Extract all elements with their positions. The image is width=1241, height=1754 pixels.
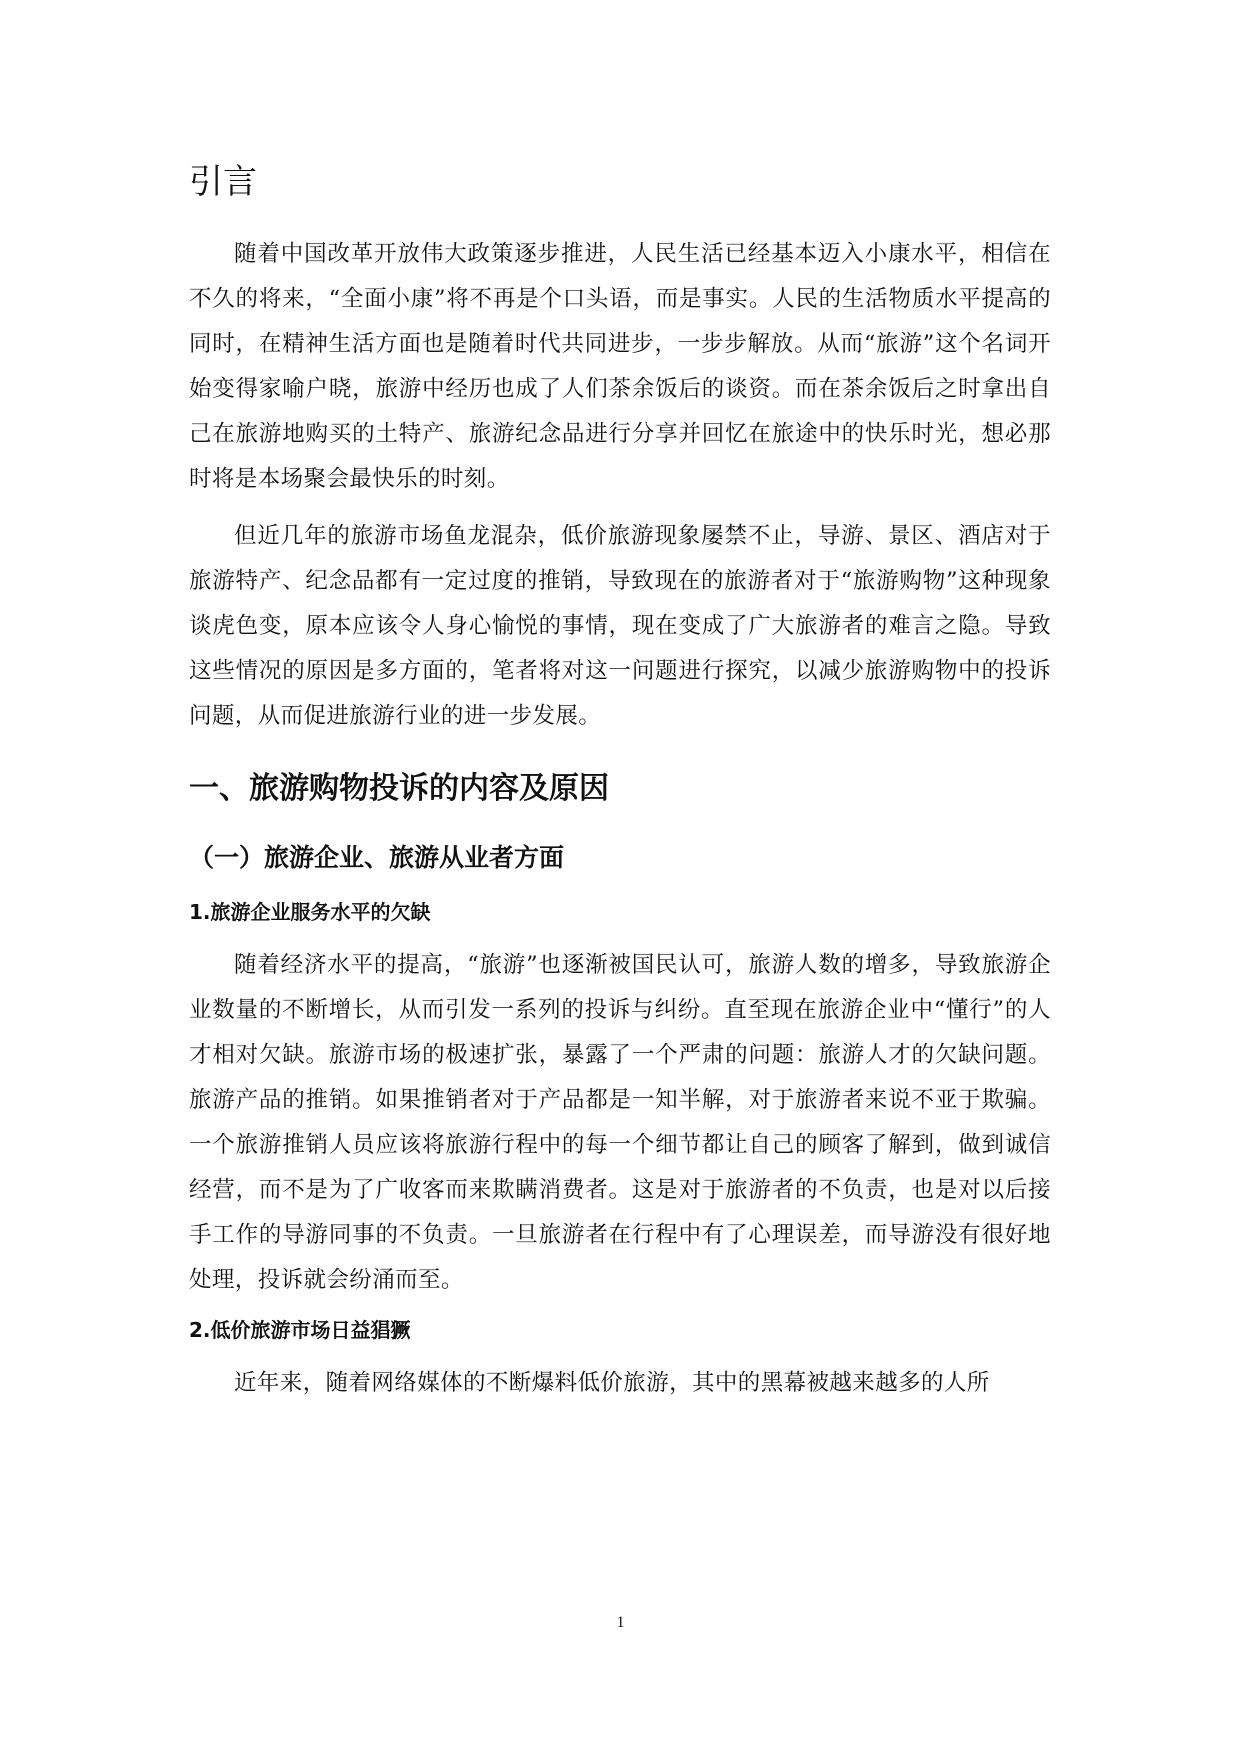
intro-paragraph-2: 但近几年的旅游市场鱼龙混杂，低价旅游现象屡禁不止，导游、景区、酒店对于旅游特产、纪念品都有一定过度的推销，导致现在的旅游者对于“旅游购物”这种现象谈虎色变，原本应该令人身心愉悦的事情，现在变成了广大旅游者的难言之隐。导致这些情况的原因是多方面的，笔者将对这一问题进行探究，以减少旅游购物中的投诉问题，从而促进旅游行业的进一步发展。 xyxy=(189,523,1051,730)
intro-title: 引言 xyxy=(189,162,257,202)
item1-heading: 1.旅游企业服务水平的欠缺 xyxy=(189,900,431,925)
item1-paragraph: 随着经济水平的提高，“旅游”也逐渐被国民认可，旅游人数的增多，导致旅游企业数量的不断增长，从而引发一系列的投诉与纠纷。直至现在旅游企业中“懂行”的人才相对欠缺。旅游市场的极速扩张，暴露了一个严肃的问题：旅游人才的欠缺问题。旅游产品的推销。如果推销者对于产品都是一知半解，对于旅游者来说不亚于欺骗。一个旅游推销人员应该将旅游行程中的每一个细节都让自己的顾客了解到，做到诚信经营，而不是为了广收客而来欺瞒消费者。这是对于旅游者的不负责，也是对以后接手工作的导游同事的不负责。一旦旅游者在行程中有了心理误差，而导游没有很好地处理，投诉就会纷涌而至。 xyxy=(189,952,1051,1294)
page-number: 1 xyxy=(616,1614,625,1631)
item2-heading: 2.低价旅游市场日益猖獗 xyxy=(189,1318,411,1343)
subsection-heading: （一）旅游企业、旅游从业者方面 xyxy=(189,843,565,873)
item2-paragraph: 近年来，随着网络媒体的不断爆料低价旅游，其中的黑幕被越来越多的人所 xyxy=(234,1370,990,1397)
section-heading: 一、旅游购物投诉的内容及原因 xyxy=(189,771,609,807)
intro-paragraph-1: 随着中国改革开放伟大政策逐步推进，人民生活已经基本迈入小康水平，相信在不久的将来，“全面小康”将不再是个口头语，而是事实。人民的生活物质水平提高的同时，在精神生活方面也是随着时代共同进步，一步步解放。从而“旅游”这个名词开始变得家喻户晓，旅游中经历也成了人们茶余饭后的谈资。而在茶余饭后之时拿出自己在旅游地购买的土特产、旅游纪念品进行分享并回忆在旅途中的快乐时光，想必那时将是本场聚会最快乐的时刻。 xyxy=(189,241,1051,493)
page-content xyxy=(189,160,1051,1418)
